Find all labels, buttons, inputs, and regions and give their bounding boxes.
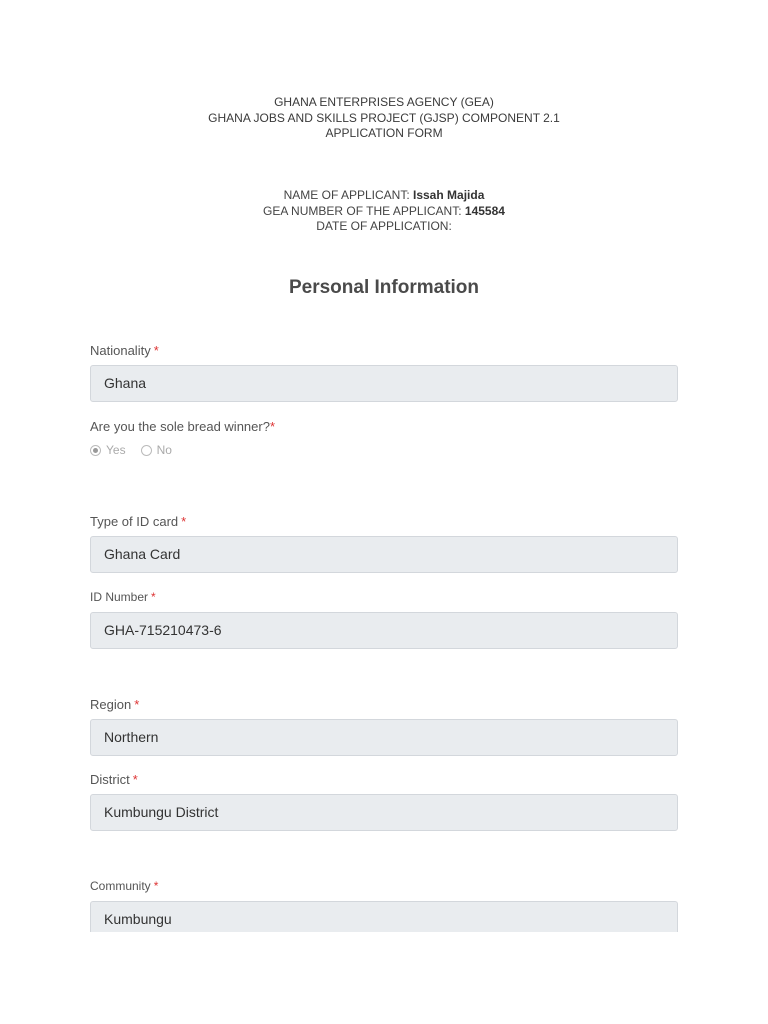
community-label-text: Community [90,879,151,893]
region-field[interactable]: Northern [90,719,678,756]
bread-winner-label [90,419,275,434]
nationality-field[interactable]: Ghana [90,365,678,402]
radio-checked-icon[interactable] [90,445,101,456]
application-date-label: DATE OF APPLICATION: [316,219,452,233]
community-field[interactable]: Kumbungu [90,901,678,932]
id-type-label [90,514,186,529]
radio-yes-label: Yes [106,443,126,457]
required-marker: * [132,772,138,787]
required-marker: * [181,514,187,529]
id-number-label-text: ID Number [90,590,149,604]
applicant-name-label: NAME OF APPLICANT: [283,188,410,202]
radio-unchecked-icon[interactable] [141,445,152,456]
district-field[interactable]: Kumbungu District [90,794,678,831]
gea-number-label: GEA NUMBER OF THE APPLICANT: [263,203,462,218]
applicant-name-value: Issah Majida [413,188,485,202]
required-marker: * [269,419,276,434]
id-type-field[interactable]: Ghana Card [90,536,678,573]
section-title: Personal Information [288,277,480,298]
required-marker: * [134,697,140,712]
application-date-row [0,219,768,235]
required-marker: * [151,590,156,604]
id-number-field[interactable]: GHA-715210473-6 [90,612,678,649]
radio-option-yes[interactable] [90,443,126,457]
project-name: GHANA JOBS AND SKILLS PROJECT (GJSP) COMPONENT 2.1 [208,110,560,125]
form-title: APPLICATION FORM [325,126,443,140]
applicant-name-row [0,188,768,204]
region-label [90,697,139,712]
nationality-label [90,343,159,358]
radio-option-no[interactable] [141,443,172,457]
applicant-info [0,188,768,235]
district-label-text: District [90,772,130,787]
id-type-label-text: Type of ID card [90,514,179,529]
radio-no-label: No [156,443,172,457]
agency-name: GHANA ENTERPRISES AGENCY (GEA) [274,95,494,109]
district-label [90,772,138,787]
required-marker: * [153,879,159,893]
form-header [0,95,768,142]
id-number-label [90,590,156,604]
gea-number-value: 145584 [464,203,505,218]
nationality-label-text: Nationality [90,343,151,358]
gea-number-row [0,204,768,220]
region-label-text: Region [90,697,132,712]
bread-winner-label-text: Are you the sole bread winner? [90,419,270,434]
community-label [90,879,158,893]
required-marker: * [153,343,159,358]
bread-winner-radio-group [90,443,187,457]
